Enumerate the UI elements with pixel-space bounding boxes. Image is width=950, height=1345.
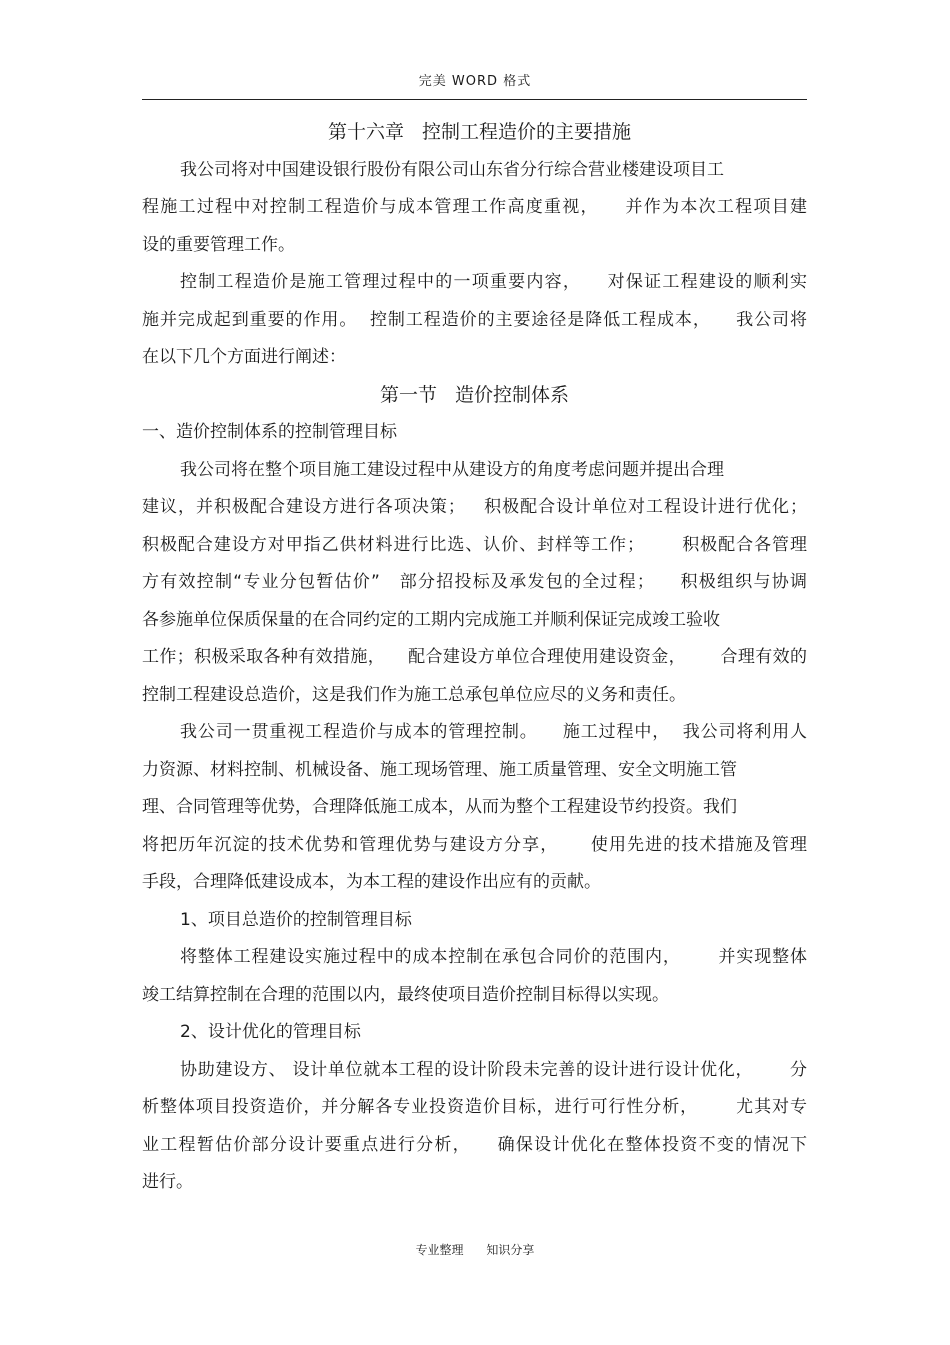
paragraph-line: 将把历年沉淀的技术优势和管理优势与建设方分享， 使用先进的技术措施及管理 <box>142 834 807 855</box>
subsection-title: 一、造价控制体系的控制管理目标 <box>142 422 397 442</box>
paragraph-line: 将整体工程建设实施过程中的成本控制在承包合同价的范围内， 并实现整体 <box>180 947 807 967</box>
paragraph-line: 业工程暂估价部分设计要重点进行分析， 确保设计优化在整体投资不变的情况下 <box>142 1134 807 1155</box>
page-footer: 专业整理 知识分享 <box>415 1243 535 1257</box>
paragraph-line: 手段，合理降低建设成本，为本工程的建设作出应有的贡献。 <box>142 872 601 892</box>
paragraph-6 <box>142 1052 807 1202</box>
paragraph-4 <box>142 714 807 902</box>
paragraph-line: 在以下几个方面进行阐述： <box>142 347 346 367</box>
paragraph-line: 控制工程造价是施工管理过程中的一项重要内容， 对保证工程建设的顺利实 <box>180 272 807 292</box>
paragraph-line: 积极配合建设方对甲指乙供材料进行比选、认价、封样等工作； 积极配合各管理 <box>142 534 807 555</box>
paragraph-line: 析整体项目投资造价，并分解各专业投资造价目标，进行可行性分析， 尤其对专 <box>142 1097 807 1117</box>
paragraph-line: 协助建设方、 设计单位就本工程的设计阶段未完善的设计进行设计优化， 分 <box>180 1059 807 1080</box>
paragraph-line: 我公司一贯重视工程造价与成本的管理控制。 施工过程中， 我公司将利用人 <box>180 722 807 742</box>
paragraph-line: 施并完成起到重要的作用。 控制工程造价的主要途径是降低工程成本， 我公司将 <box>142 309 807 330</box>
paragraph-line: 控制工程建设总造价，这是我们作为施工总承包单位应尽的义务和责任。 <box>142 684 686 705</box>
paragraph-line: 理、合同管理等优势，合理降低施工成本，从而为整个工程建设节约投资。我们 <box>142 797 737 817</box>
header-divider <box>142 99 807 100</box>
section-title: 第一节 造价控制体系 <box>379 383 570 406</box>
paragraph-line: 力资源、材料控制、机械设备、施工现场管理、施工质量管理、安全文明施工管 <box>142 759 737 780</box>
paragraph-1 <box>142 152 807 265</box>
paragraph-2 <box>142 264 807 377</box>
paragraph-line: 建议，并积极配合建设方进行各项决策； 积极配合设计单位对工程设计进行优化； <box>142 497 807 517</box>
paragraph-line: 我公司将在整个项目施工建设过程中从建设方的角度考虑问题并提出合理 <box>180 459 724 480</box>
chapter-title: 第十六章 控制工程造价的主要措施 <box>327 121 632 143</box>
paragraph-line: 各参施单位保质保量的在合同约定的工期内完成施工并顺利保证完成竣工验收 <box>142 609 720 630</box>
paragraph-line: 工作；积极采取各种有效措施， 配合建设方单位合理使用建设资金， 合理有效的 <box>142 647 807 667</box>
paragraph-line: 我公司将对中国建设银行股份有限公司山东省分行综合营业楼建设项目工 <box>180 159 724 180</box>
paragraph-line: 竣工结算控制在合理的范围以内，最终使项目造价控制目标得以实现。 <box>142 984 669 1005</box>
paragraph-line: 进行。 <box>142 1172 193 1192</box>
paragraph-3 <box>142 452 807 715</box>
page-header: 完美 WORD 格式 <box>418 74 532 89</box>
item-1-title: 1、项目总造价的控制管理目标 <box>180 909 412 930</box>
item-2-title: 2、设计优化的管理目标 <box>180 1022 361 1042</box>
paragraph-5 <box>142 939 807 1014</box>
paragraph-line: 方有效控制“专业分包暂估价” 部分招投标及承发包的全过程； 积极组织与协调 <box>142 572 807 592</box>
document-body <box>142 114 807 1202</box>
paragraph-line: 程施工过程中对控制工程造价与成本管理工作高度重视， 并作为本次工程项目建 <box>142 197 807 217</box>
paragraph-line: 设的重要管理工作。 <box>142 234 295 255</box>
